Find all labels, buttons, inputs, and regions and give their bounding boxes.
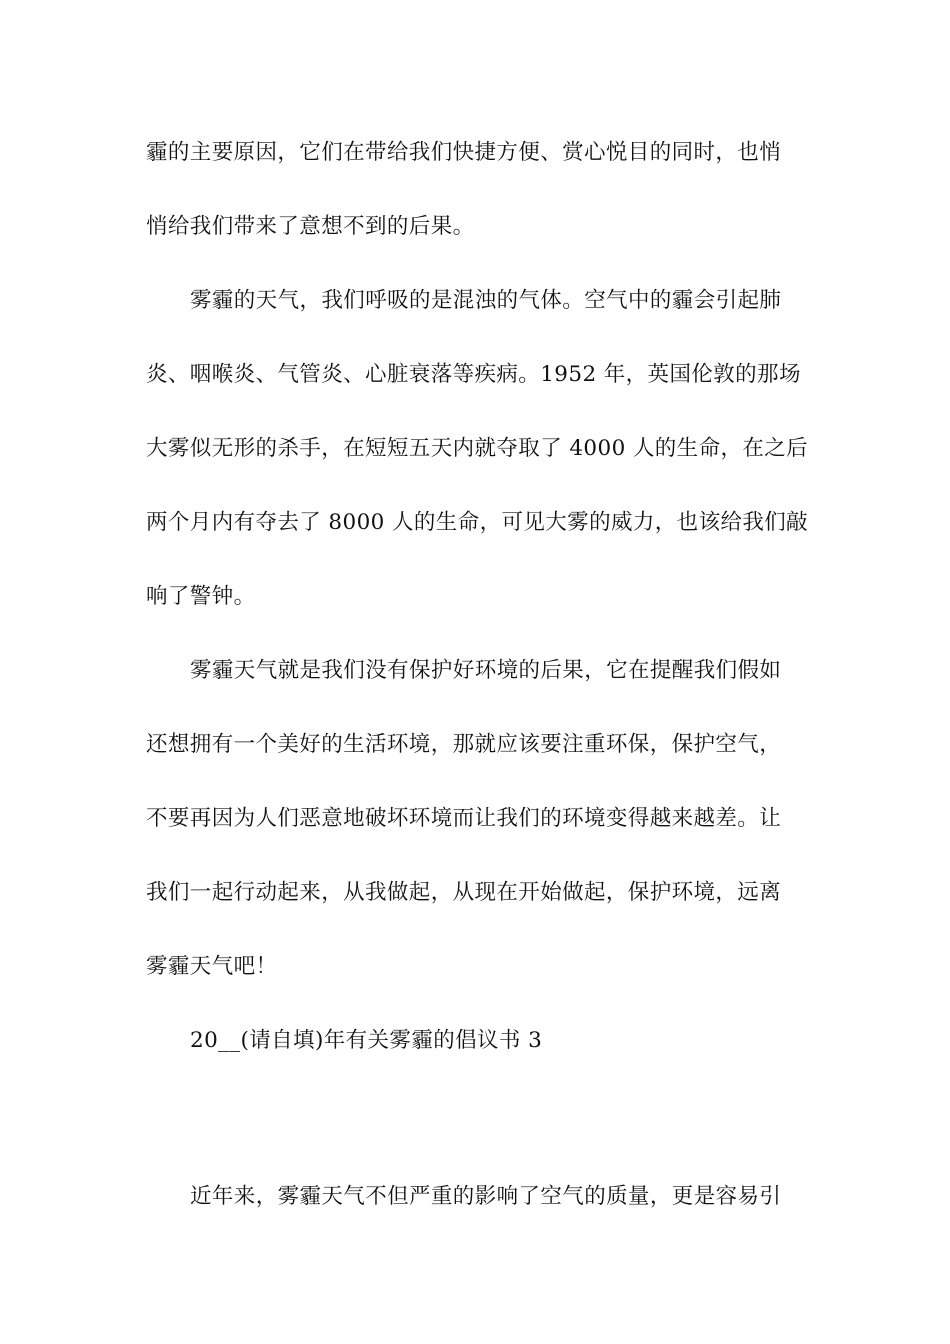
- paragraph-line-3: 雾霾的天气，我们呼吸的是混浊的气体。空气中的霾会引起肺: [190, 288, 782, 313]
- paragraph-line-11: 我们一起行动起来，从我做起，从现在开始做起，保护环境，远离: [146, 880, 782, 905]
- section-heading: 20__(请自填)年有关雾霾的倡议书 3: [190, 1028, 543, 1053]
- paragraph-line-9: 还想拥有一个美好的生活环境，那就应该要注重环保，保护空气，: [146, 732, 782, 757]
- paragraph-line-8: 雾霾天气就是我们没有保护好环境的后果，它在提醒我们假如: [190, 658, 782, 683]
- paragraph-line-2: 悄给我们带来了意想不到的后果。: [146, 214, 475, 239]
- paragraph-line-6: 两个月内有夺去了 8000 人的生命，可见大雾的威力，也该给我们敲: [146, 510, 809, 535]
- paragraph-line-10: 不要再因为人们恶意地破坏环境而让我们的环境变得越来越差。让: [146, 806, 782, 831]
- paragraph-line-4: 炎、咽喉炎、气管炎、心脏衰落等疾病。1952 年，英国伦敦的那场: [146, 362, 801, 387]
- paragraph-line-13: 近年来，雾霾天气不但严重的影响了空气的质量，更是容易引: [190, 1184, 782, 1209]
- paragraph-line-12: 雾霾天气吧！: [146, 954, 278, 979]
- paragraph-line-5: 大雾似无形的杀手，在短短五天内就夺取了 4000 人的生命，在之后: [146, 436, 809, 461]
- paragraph-line-1: 霾的主要原因，它们在带给我们快捷方便、赏心悦目的同时，也悄: [146, 140, 782, 165]
- paragraph-line-7: 响了警钟。: [146, 584, 256, 609]
